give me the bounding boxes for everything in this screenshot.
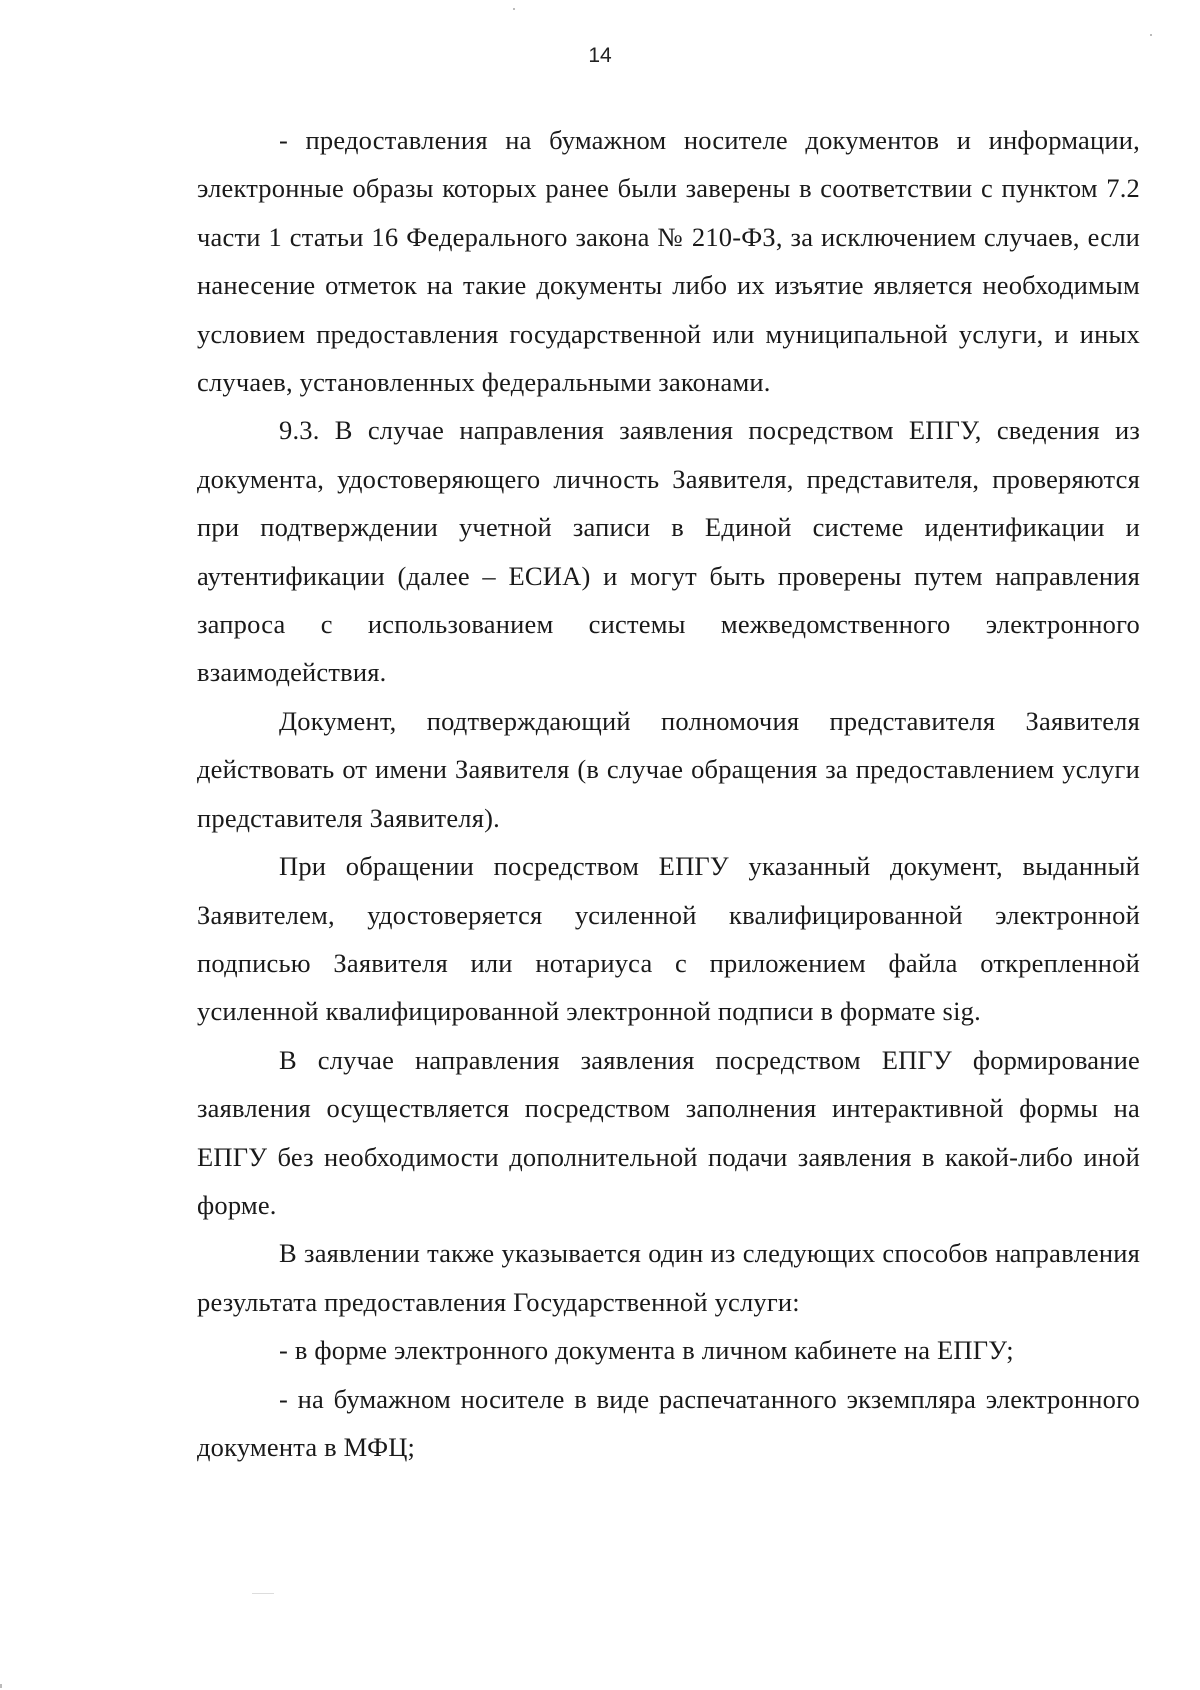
list-item-electronic: - в форме электронного документа в личном кабинете на ЕПГУ; [279,1335,1014,1366]
page-number: 14 [588,44,612,67]
scan-artifact [0,1684,2,1688]
paragraph-epgu-signature: При обращении посредством ЕПГУ указанный документ, выданный Заявителем, удостоверяется усиленной квалифицированной электронной подписью Заявителя или нотариуса с приложением файла открепленной усиленной квалифицированной электронной подписи в формате sig. [197,851,1140,1027]
paragraph-authority-document: Документ, подтверждающий полномочия представителя Заявителя действовать от имени Заявителя (в случае обращения за предоставлением услуги представителя Заявителя). [197,705,1140,833]
document-body [197,116,1140,1471]
list-item-paper: - на бумажном носителе в виде распечатанного экземпляра электронного документа в МФЦ; [197,1383,1140,1462]
scan-artifact [252,1593,274,1594]
scan-artifact [1150,34,1152,36]
scan-artifact [513,8,515,10]
paragraph-9-3: 9.3. В случае направления заявления посредством ЕПГУ, сведения из документа, удостоверяющего личность Заявителя, представителя, проверяются при подтверждении учетной записи в Единой системе идентификации и аутентификации (далее – ЕСИА) и могут быть проверены путем направления запроса с использованием системы межведомственного электронного взаимодействия. [197,415,1140,688]
paragraph-paper-documents: - предоставления на бумажном носителе документов и информации, электронные образы которых ранее были заверены в соответствии с пунктом 7.2 части 1 статьи 16 Федерального закона № 210-ФЗ, за исключением случаев, если нанесение отметок на такие документы либо их изъятие является необходимым условием предоставления государственной или муниципальной услуги, и иных случаев, установленных федеральными законами. [197,125,1140,398]
paragraph-interactive-form: В случае направления заявления посредством ЕПГУ формирование заявления осуществляется посредством заполнения интерактивной формы на ЕПГУ без необходимости дополнительной подачи заявления в какой-либо иной форме. [197,1044,1140,1220]
paragraph-result-methods: В заявлении также указывается один из следующих способов направления результата предоставления Государственной услуги: [197,1238,1140,1317]
